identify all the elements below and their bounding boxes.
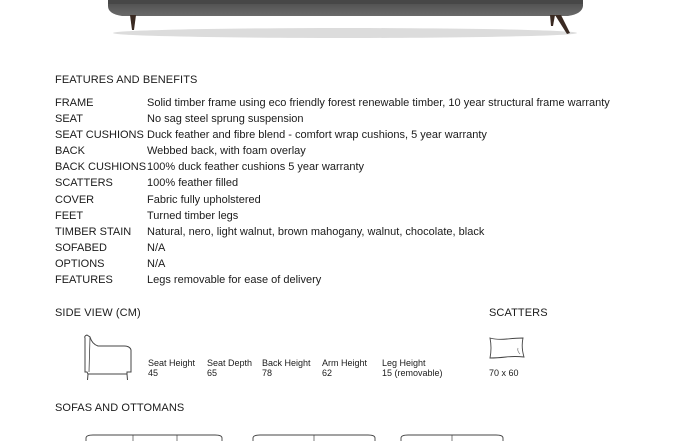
- scatter-cushion-icon: [487, 336, 527, 362]
- scatter-size: 70 x 60: [489, 368, 519, 378]
- sofa-product-image: [108, 0, 583, 40]
- feature-value: Solid timber frame using eco friendly forest renewable timber, 10 year structural frame warranty: [147, 97, 610, 109]
- feature-label: SEAT: [55, 113, 83, 126]
- dim-value: 62: [322, 368, 333, 378]
- dim-label: Seat Depth: [207, 358, 253, 368]
- feature-label: FRAME: [55, 97, 94, 109]
- sofas-heading: SOFAS AND OTTOMANS: [55, 402, 185, 414]
- feature-label: FEET: [55, 209, 84, 222]
- dim-label: Arm Height: [322, 358, 368, 368]
- feature-value: N/A: [147, 241, 166, 254]
- feature-label: FEATURES: [55, 274, 113, 287]
- sofa-top-view-icon-2: [252, 434, 377, 441]
- feature-value: Fabric fully upholstered: [147, 193, 261, 206]
- feature-value: Legs removable for ease of delivery: [147, 274, 322, 287]
- feature-value: Turned timber legs: [147, 209, 239, 222]
- dim-back-height: [262, 358, 311, 378]
- feature-label: BACK CUSHIONS: [55, 161, 147, 174]
- dim-label: Leg Height: [382, 358, 426, 368]
- scatters-heading: SCATTERS: [489, 307, 548, 319]
- feature-label: TIMBER STAIN: [55, 225, 132, 238]
- feature-label: BACK: [55, 145, 85, 158]
- dim-value: 15 (removable): [382, 368, 443, 378]
- dim-arm-height: [322, 358, 367, 378]
- sofa-side-view-icon: [80, 334, 134, 382]
- dim-value: 65: [207, 368, 218, 378]
- dim-label: Back Height: [262, 358, 311, 368]
- feature-label: SEAT CUSHIONS: [55, 129, 144, 142]
- side-view-heading: SIDE VIEW (CM): [55, 307, 141, 319]
- feature-value: N/A: [147, 257, 166, 270]
- feature-label: SOFABED: [55, 241, 107, 254]
- dim-seat-height: [148, 358, 195, 378]
- sofa-top-view-icon-1: [85, 434, 225, 441]
- features-heading: FEATURES AND BENEFITS: [55, 74, 198, 86]
- feature-label: SCATTERS: [55, 177, 113, 190]
- dim-leg-height: [382, 358, 443, 378]
- dim-seat-depth: [207, 358, 252, 378]
- feature-value: 100% duck feather cushions 5 year warranty: [147, 161, 365, 174]
- dim-value: 45: [148, 368, 159, 378]
- feature-value: 100% feather filled: [147, 177, 239, 190]
- dim-value: 78: [262, 368, 273, 378]
- feature-label: OPTIONS: [55, 257, 105, 270]
- sofa-top-view-icon-3: [400, 434, 505, 441]
- feature-value: Natural, nero, light walnut, brown mahogany, walnut, chocolate, black: [147, 225, 485, 238]
- feature-value: Duck feather and fibre blend - comfort wrap cushions, 5 year warranty: [147, 129, 487, 142]
- feature-value: No sag steel sprung suspension: [147, 113, 304, 126]
- feature-label: COVER: [55, 193, 95, 206]
- dim-label: Seat Height: [148, 358, 196, 368]
- feature-value: Webbed back, with foam overlay: [147, 145, 306, 158]
